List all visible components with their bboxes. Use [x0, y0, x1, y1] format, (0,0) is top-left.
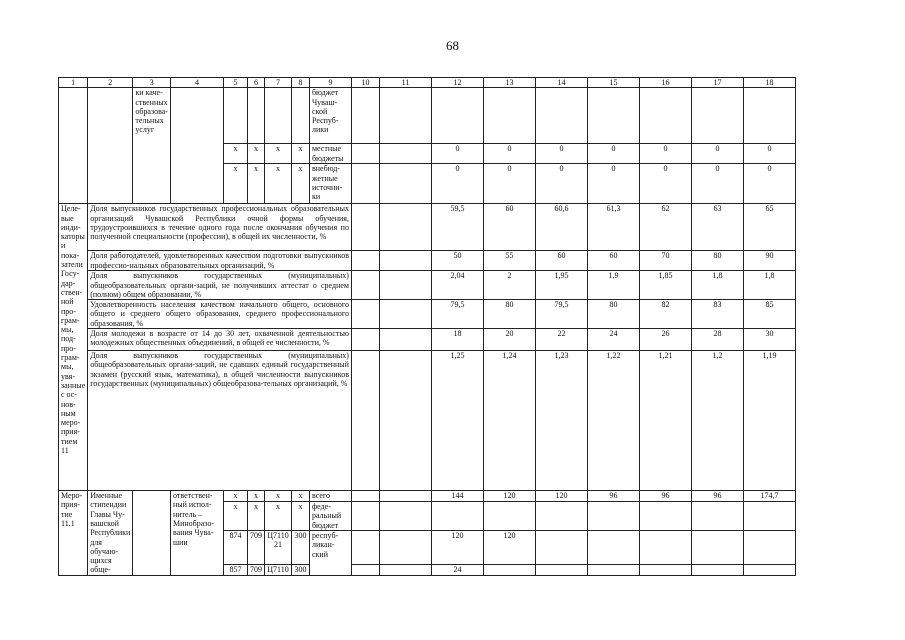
- value-cell: 80: [691, 251, 743, 271]
- funding-source-cell: респуб- ликан- ский: [309, 531, 351, 576]
- table-cell: [379, 502, 431, 531]
- responsible-executor: ответствен- ный испол- нитель – Минобразо- вания Чува- шии: [170, 491, 223, 576]
- code-cell: 874: [223, 531, 247, 565]
- value-cell: 62: [639, 204, 691, 251]
- indicator-row: [59, 351, 796, 491]
- indicator-row: [59, 251, 796, 271]
- table-cell: [351, 88, 379, 144]
- value-cell: 50: [431, 251, 483, 271]
- value-cell: 0: [743, 144, 795, 164]
- value-cell: 1,25: [431, 351, 483, 491]
- col-number: 14: [535, 78, 587, 88]
- page-number: 68: [446, 38, 459, 53]
- value-cell: 59,5: [431, 204, 483, 251]
- table-cell: [379, 164, 431, 204]
- indicator-text: Удовлетворенность населения качеством начального общего, основного общего и среднего общего образования, среднего профессионального образования, %: [88, 300, 352, 329]
- code-cell: x: [247, 491, 264, 502]
- funding-source-cell: бюджет Чуваш- ской Респуб- лики: [309, 88, 351, 144]
- value-cell: [743, 531, 795, 565]
- table-cell: [351, 300, 379, 329]
- value-cell: [639, 502, 691, 531]
- value-cell: 1,22: [587, 351, 639, 491]
- table-cell: [379, 251, 431, 271]
- value-cell: 0: [535, 164, 587, 204]
- table-cell: [351, 144, 379, 164]
- table-cell: [351, 351, 379, 491]
- funding-source-cell: внебюд- жетные источни- ки: [309, 164, 351, 204]
- code-cell: x: [291, 502, 309, 531]
- table-cell: [431, 88, 483, 144]
- table-cell: [535, 88, 587, 144]
- code-cell: Ц7110 21: [264, 531, 291, 565]
- col-number: 13: [483, 78, 535, 88]
- code-cell: x: [223, 144, 247, 164]
- table-cell: [351, 531, 379, 565]
- table-cell: [379, 204, 431, 251]
- col-number: 12: [431, 78, 483, 88]
- funding-source-cell: феде- ральный бюджет: [309, 502, 351, 531]
- value-cell: 90: [743, 251, 795, 271]
- value-cell: 1,19: [743, 351, 795, 491]
- table-cell: [351, 204, 379, 251]
- program-table: [58, 77, 796, 576]
- value-cell: [639, 531, 691, 565]
- code-cell: x: [247, 502, 264, 531]
- code-cell: x: [223, 491, 247, 502]
- table-cell: [379, 88, 431, 144]
- value-cell: 1,23: [535, 351, 587, 491]
- code-cell: 300: [291, 531, 309, 565]
- value-cell: 0: [431, 164, 483, 204]
- col-number: 5: [223, 78, 247, 88]
- col-number: 16: [639, 78, 691, 88]
- value-cell: 61,3: [587, 204, 639, 251]
- value-cell: 65: [743, 204, 795, 251]
- table-cell: [351, 491, 379, 502]
- value-cell: 24: [431, 565, 483, 575]
- value-cell: 1,8: [691, 271, 743, 300]
- value-cell: 24: [587, 329, 639, 351]
- value-cell: 120: [483, 531, 535, 565]
- indicator-row: [59, 329, 796, 351]
- value-cell: [483, 502, 535, 531]
- value-cell: 174,7: [743, 491, 795, 502]
- value-cell: 1,2: [691, 351, 743, 491]
- continued-measure-cell: ки каче- ственных образова- тельных услуг: [133, 88, 171, 204]
- value-cell: 80: [587, 300, 639, 329]
- table-cell: [639, 88, 691, 144]
- table-row: [59, 88, 796, 144]
- value-cell: 0: [743, 164, 795, 204]
- table-cell: [379, 491, 431, 502]
- col-number: 4: [170, 78, 223, 88]
- value-cell: 20: [483, 329, 535, 351]
- table-cell: [247, 88, 264, 144]
- table-cell: [379, 351, 431, 491]
- value-cell: 80: [483, 300, 535, 329]
- indicator-row: [59, 300, 796, 329]
- code-cell: x: [264, 491, 291, 502]
- table-cell: [483, 88, 535, 144]
- value-cell: 0: [431, 144, 483, 164]
- table-cell: [379, 531, 431, 565]
- table-cell: [691, 88, 743, 144]
- table-cell: [59, 88, 88, 204]
- col-number: 6: [247, 78, 264, 88]
- value-cell: 1,85: [639, 271, 691, 300]
- table-cell: [351, 565, 379, 575]
- value-cell: 60: [483, 204, 535, 251]
- value-cell: 18: [431, 329, 483, 351]
- column-number-row: [59, 78, 796, 88]
- value-cell: 60: [535, 251, 587, 271]
- value-cell: 1,21: [639, 351, 691, 491]
- value-cell: [483, 565, 535, 575]
- col-number: 2: [88, 78, 133, 88]
- value-cell: 120: [431, 531, 483, 565]
- table-cell: [133, 491, 171, 576]
- value-cell: 1,95: [535, 271, 587, 300]
- code-cell: Ц7110: [264, 565, 291, 575]
- col-number: 8: [291, 78, 309, 88]
- table-cell: [379, 329, 431, 351]
- table-cell: [351, 502, 379, 531]
- value-cell: 30: [743, 329, 795, 351]
- code-cell: x: [223, 502, 247, 531]
- table-cell: [379, 300, 431, 329]
- value-cell: [535, 565, 587, 575]
- code-cell: 300: [291, 565, 309, 575]
- value-cell: 120: [483, 491, 535, 502]
- measure-title: Именные стипендии Главы Чу- вашской Республики для обучаю- щихся обще-: [88, 491, 133, 576]
- code-cell: x: [291, 144, 309, 164]
- value-cell: 0: [535, 144, 587, 164]
- value-cell: 1,9: [587, 271, 639, 300]
- table-cell: [351, 329, 379, 351]
- value-cell: 28: [691, 329, 743, 351]
- value-cell: [535, 502, 587, 531]
- code-cell: x: [291, 164, 309, 204]
- value-cell: 79,5: [535, 300, 587, 329]
- value-cell: [743, 502, 795, 531]
- value-cell: 1,24: [483, 351, 535, 491]
- col-number: 3: [133, 78, 171, 88]
- value-cell: [535, 531, 587, 565]
- col-number: 17: [691, 78, 743, 88]
- value-cell: [691, 565, 743, 575]
- value-cell: [431, 502, 483, 531]
- value-cell: 55: [483, 251, 535, 271]
- value-cell: 60: [587, 251, 639, 271]
- value-cell: 22: [535, 329, 587, 351]
- value-cell: [639, 565, 691, 575]
- value-cell: 0: [483, 144, 535, 164]
- measure-number: Меро- прия- тие 11.1: [59, 491, 88, 576]
- table-cell: [379, 144, 431, 164]
- col-number: 18: [743, 78, 795, 88]
- table-cell: [351, 271, 379, 300]
- code-cell: x: [247, 164, 264, 204]
- code-cell: x: [223, 164, 247, 204]
- value-cell: 0: [691, 164, 743, 204]
- code-cell: 709: [247, 565, 264, 575]
- table-cell: [291, 88, 309, 144]
- table-cell: [379, 565, 431, 575]
- value-cell: 0: [587, 144, 639, 164]
- indicator-text: Доля работодателей, удовлетворенных качеством подготовки выпускников профессио-нальных образовательных организаций, %: [88, 251, 352, 271]
- col-number: 9: [309, 78, 351, 88]
- value-cell: 0: [639, 144, 691, 164]
- code-cell: 857: [223, 565, 247, 575]
- value-cell: 26: [639, 329, 691, 351]
- value-cell: [691, 531, 743, 565]
- measure-row: [59, 491, 796, 502]
- value-cell: 144: [431, 491, 483, 502]
- code-cell: x: [264, 502, 291, 531]
- value-cell: 0: [587, 164, 639, 204]
- table-cell: [223, 88, 247, 144]
- value-cell: [587, 565, 639, 575]
- value-cell: 0: [691, 144, 743, 164]
- value-cell: 60,6: [535, 204, 587, 251]
- col-number: 11: [379, 78, 431, 88]
- value-cell: [743, 565, 795, 575]
- value-cell: 85: [743, 300, 795, 329]
- funding-source-cell: местные бюджеты: [309, 144, 351, 164]
- col-number: 1: [59, 78, 88, 88]
- code-cell: x: [247, 144, 264, 164]
- value-cell: 0: [483, 164, 535, 204]
- table-cell: [264, 88, 291, 144]
- value-cell: 63: [691, 204, 743, 251]
- value-cell: 2: [483, 271, 535, 300]
- col-number: 10: [351, 78, 379, 88]
- table-cell: [351, 251, 379, 271]
- table-cell: [379, 271, 431, 300]
- value-cell: 83: [691, 300, 743, 329]
- value-cell: 96: [639, 491, 691, 502]
- code-cell: x: [291, 491, 309, 502]
- table-cell: [743, 88, 795, 144]
- value-cell: 96: [691, 491, 743, 502]
- indicator-row: [59, 204, 796, 251]
- indicator-text: Доля выпускников государственных (муниципальных) общеобразовательных органи-заций, не получивших аттестат о среднем (полном) общем образовании, %: [88, 271, 352, 300]
- indicator-text: Доля выпускников государственных (муниципальных) общеобразовательных органи-заций, не сдавших единый государственный экзамен (русский язык, математика), в общей численности выпускников государственных (муниципальных) общеобразова-тельных организаций, %: [88, 351, 352, 491]
- col-number: 15: [587, 78, 639, 88]
- value-cell: 1,8: [743, 271, 795, 300]
- table-cell: [351, 164, 379, 204]
- value-cell: 96: [587, 491, 639, 502]
- value-cell: 120: [535, 491, 587, 502]
- indicators-label: Целе- вые инди- каторы и пока- затели Госу- дар- ствен- ной про- грам- мы, под- про- грам- мы, увя- занные с ос- нов- ным меро- прия- тием 11: [59, 204, 88, 491]
- value-cell: 82: [639, 300, 691, 329]
- value-cell: [587, 531, 639, 565]
- code-cell: x: [264, 144, 291, 164]
- indicator-text: Доля выпускников государственных профессиональных образовательных организаций Чувашской Республики очной формы обучения, трудоустроившихся в течение одного года после окончания обучения по полученной специальности (профессии), в общей их численности, %: [88, 204, 352, 251]
- col-number: 7: [264, 78, 291, 88]
- indicator-row: [59, 271, 796, 300]
- value-cell: 2,04: [431, 271, 483, 300]
- indicator-text: Доля молодежи в возрасте от 14 до 30 лет, охваченной деятельностью молодежных общественных объединений, в общей ее численности, %: [88, 329, 352, 351]
- table-cell: [170, 88, 223, 204]
- value-cell: [691, 502, 743, 531]
- value-cell: 70: [639, 251, 691, 271]
- funding-source-cell: всего: [309, 491, 351, 502]
- code-cell: x: [264, 164, 291, 204]
- value-cell: [587, 502, 639, 531]
- value-cell: 0: [639, 164, 691, 204]
- table-cell: [88, 88, 133, 204]
- value-cell: 79,5: [431, 300, 483, 329]
- code-cell: 709: [247, 531, 264, 565]
- table-cell: [587, 88, 639, 144]
